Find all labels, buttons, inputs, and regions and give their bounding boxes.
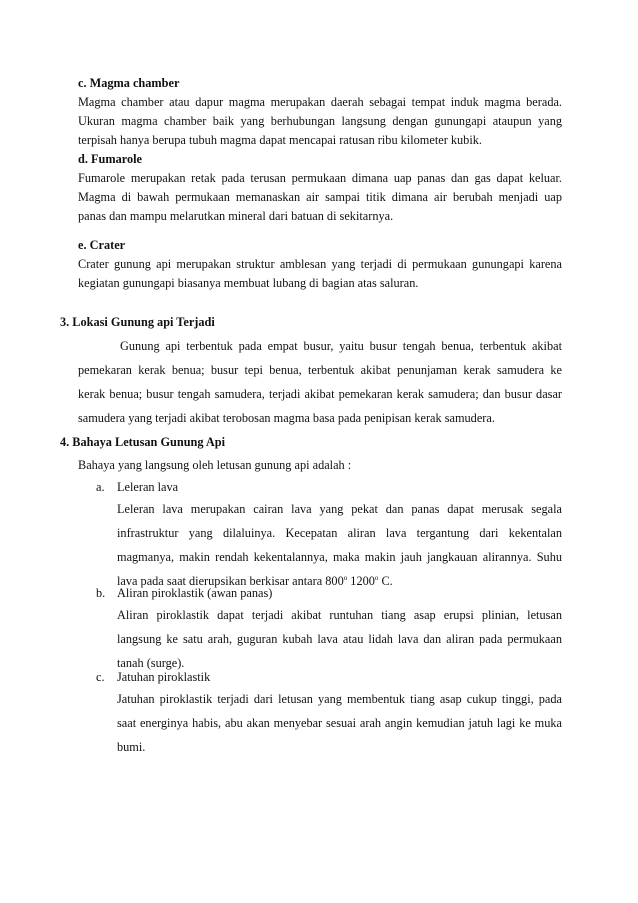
- paragraph-line: saat energinya habis, abu akan menyebar sesuai arah angin kemudian jatuh lagi ke muka: [117, 716, 562, 730]
- section-crater: [78, 236, 562, 293]
- paragraph-line: Fumarole merupakan retak pada terusan permukaan dimana uap panas dan gas dapat keluar.: [78, 171, 562, 185]
- section-heading: e. Crater: [78, 238, 126, 252]
- list-item-leleran-lava: [96, 477, 562, 593]
- paragraph-line: Magma di bawah permukaan memanaskan air sampai titik dimana air berubah menjadi uap: [78, 190, 562, 204]
- paragraph-line: terpisah hanya berupa tubuh magma dapat mencapai ratusan ribu kilometer kubik.: [78, 133, 482, 147]
- text-run: 1200: [347, 574, 375, 588]
- list-item-jatuhan-piroklastik: [96, 667, 562, 759]
- paragraph-line: Bahaya yang langsung oleh letusan gunung api adalah :: [78, 458, 352, 472]
- text-run: lava pada saat dierupsikan berkisar antara 800: [117, 574, 344, 588]
- paragraph-line: Leleran lava merupakan cairan lava yang pekat dan panas dapat merusak segala: [117, 502, 562, 516]
- section-lokasi-body: [78, 334, 562, 430]
- section-heading: c. Magma chamber: [78, 76, 180, 90]
- paragraph-line: Crater gunung api merupakan struktur amblesan yang terjadi di permukaan gunungapi karena: [78, 257, 562, 271]
- section-heading: 4. Bahaya Letusan Gunung Api: [60, 435, 226, 449]
- section-lokasi-gunung-api: [60, 312, 562, 332]
- text-run: C.: [378, 574, 393, 588]
- paragraph-line: panas dan mampu melarutkan mineral dari batuan di sekitarnya.: [78, 209, 394, 223]
- section-fumarole: [78, 150, 562, 226]
- list-item-title: Jatuhan piroklastik: [117, 670, 211, 684]
- paragraph-line: langsung ke satu arah, guguran kubah lava atau lidah lava dan aliran pada permukaan: [117, 632, 562, 646]
- list-item-title: Leleran lava: [117, 480, 179, 494]
- paragraph-line: samudera yang terjadi akibat terobosan magma basa pada penipisan kerak samudera.: [78, 411, 495, 425]
- paragraph-line: Magma chamber atau dapur magma merupakan daerah sebagai tempat induk magma berada.: [78, 95, 562, 109]
- section-heading: d. Fumarole: [78, 152, 142, 166]
- paragraph-line: tanah (surge).: [117, 656, 185, 670]
- section-bahaya-letusan: [60, 432, 562, 452]
- paragraph-line: kegiatan gunungapi biasanya membuat lubang di bagian atas saluran.: [78, 276, 419, 290]
- degree-superscript: o: [374, 573, 379, 582]
- list-item-aliran-piroklastik: [96, 583, 562, 675]
- list-marker: c.: [96, 670, 105, 684]
- paragraph-line: pemekaran kerak benua; busur tepi benua, terbentuk akibat penunjaman kerak samudera ke: [78, 363, 562, 377]
- section-heading: 3. Lokasi Gunung api Terjadi: [60, 315, 215, 329]
- degree-superscript: o: [343, 573, 348, 582]
- section-magma-chamber: [78, 74, 562, 150]
- paragraph-line: infrastruktur yang dilaluinya. Kecepatan aliran lava tergantung dari kekentalan: [117, 526, 562, 540]
- paragraph-line: kerak benua; busur tengah samudera, terjadi akibat pemekaran kerak samudera; dan busur dasar: [78, 387, 562, 401]
- list-marker: b.: [96, 586, 106, 600]
- paragraph-line: Gunung api terbentuk pada empat busur, yaitu busur tengah benua, terbentuk akibat: [120, 339, 562, 353]
- paragraph-line: Jatuhan piroklastik terjadi dari letusan yang membentuk tiang asap cukup tinggi, pada: [117, 692, 562, 706]
- list-marker: a.: [96, 480, 105, 494]
- section-bahaya-intro: [78, 455, 562, 475]
- paragraph-line: bumi.: [117, 740, 146, 754]
- paragraph-line: Aliran piroklastik dapat terjadi akibat runtuhan tiang asap erupsi plinian, letusan: [117, 608, 562, 622]
- paragraph-line: Ukuran magma chamber baik yang berhubungan langsung dengan gunungapi ataupun yang: [78, 114, 562, 128]
- list-item-title: Aliran piroklastik (awan panas): [117, 586, 273, 600]
- paragraph-line: magmanya, makin rendah kekentalannya, maka makin jauh jangkauan alirannya. Suhu: [117, 550, 562, 564]
